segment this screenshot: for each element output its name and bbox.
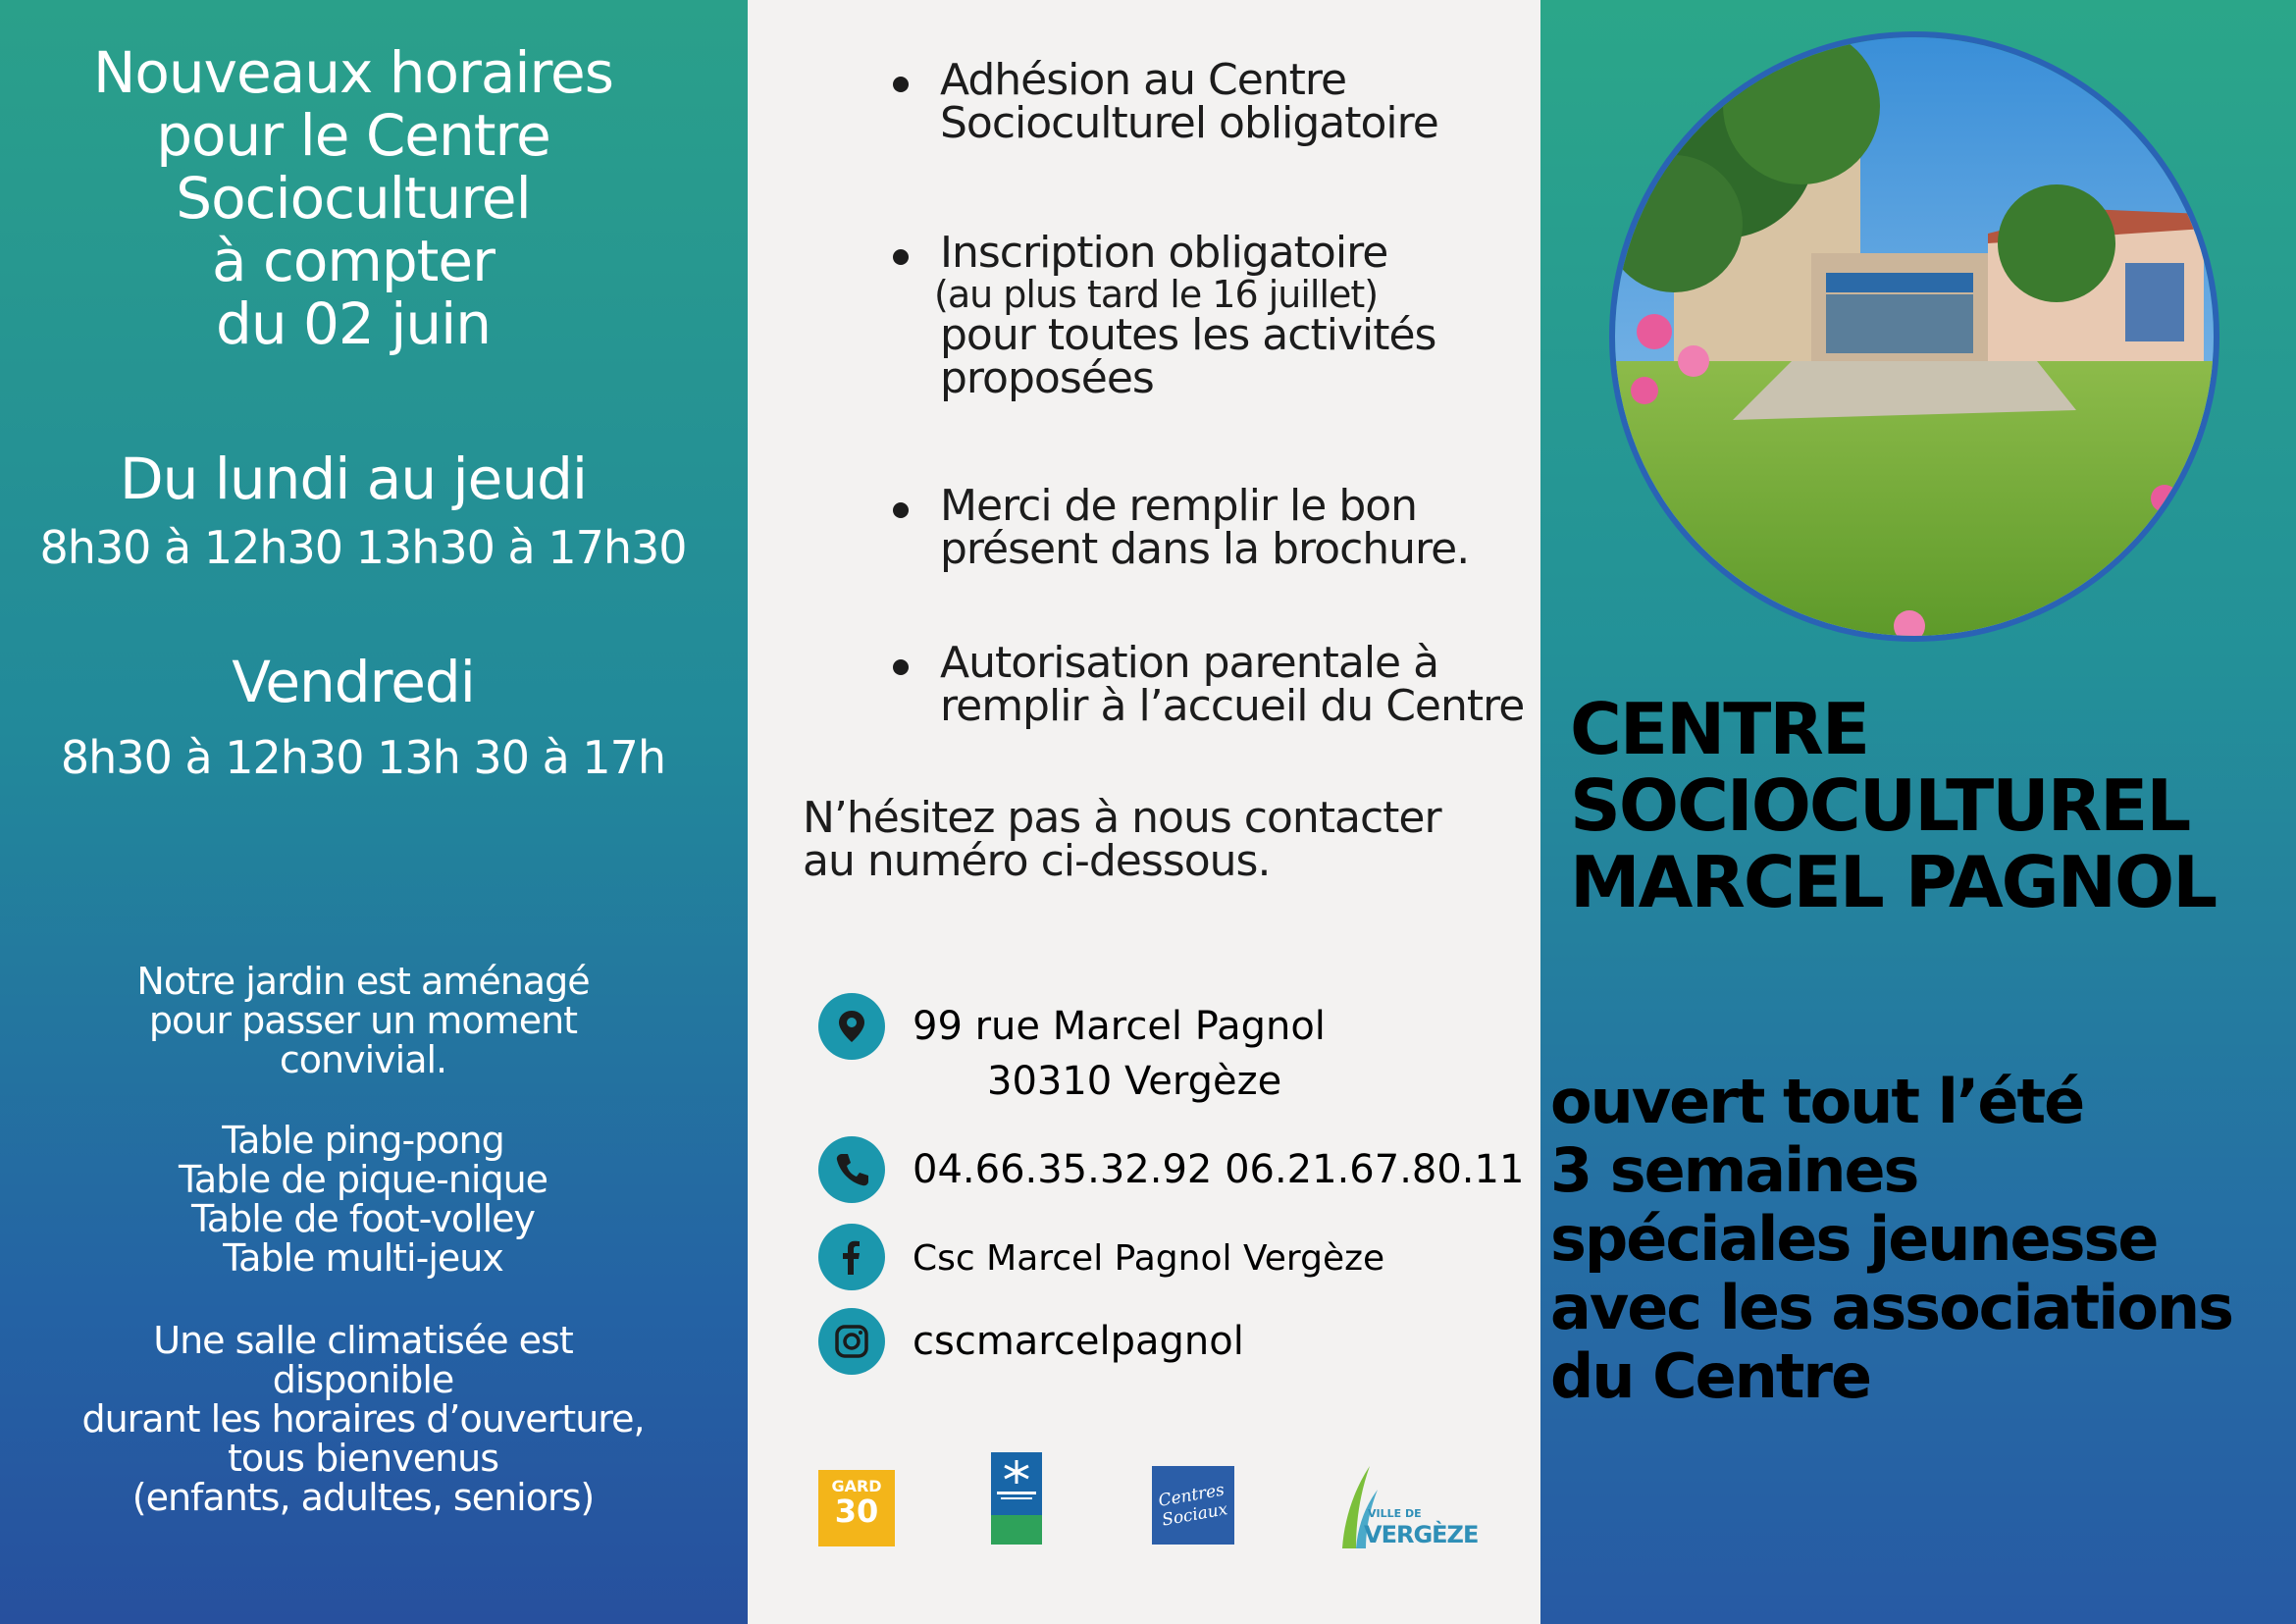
title-line: pour le Centre (156, 102, 550, 169)
title-line: du 02 juin (216, 290, 491, 357)
title-line: Nouveaux horaires (93, 39, 613, 106)
instagram-icon (818, 1308, 885, 1375)
room-line: durant les horaires d’ouverture, (81, 1397, 645, 1441)
gard-number: 30 (834, 1493, 879, 1530)
caf-logo (991, 1452, 1042, 1545)
caf-snowflake-icon (991, 1452, 1042, 1515)
garden-text (20, 962, 706, 1079)
list-item: Table de foot-volley (190, 1197, 536, 1240)
centre-building-photo (1609, 31, 2219, 642)
bullet-line: Socioculturel obligatoire (940, 98, 1438, 148)
list-item: Table ping-pong (222, 1119, 504, 1162)
bullet-line: (au plus tard le 16 juillet) (934, 273, 1379, 316)
bullet-line: Merci de remplir le bon (940, 481, 1418, 531)
contact-note (803, 793, 1509, 886)
title-line: Socioculturel (176, 165, 531, 232)
bullet-icon (893, 502, 909, 518)
air-conditioned-room-text (20, 1321, 706, 1517)
bullet-icon (893, 77, 909, 92)
location-pin-icon (818, 993, 885, 1060)
middle-panel (748, 0, 1540, 1624)
garden-line: pour passer un moment (148, 999, 578, 1042)
weekday-hours: 8h30 à 12h30 13h30 à 17h30 (39, 521, 687, 574)
bullet-line: pour toutes les activités (940, 310, 1436, 360)
bullet-line: remplir à l’accueil du Centre (940, 681, 1525, 731)
bullet-line: proposées (940, 353, 1154, 403)
centre-name-line: SOCIOCULTUREL (1570, 764, 2190, 847)
garden-line: convivial. (279, 1038, 447, 1081)
list-item: Table multi-jeux (223, 1236, 503, 1280)
friday-hours: 8h30 à 12h30 13h 30 à 17h (60, 731, 666, 784)
ville-de-vergeze-logo (1334, 1460, 1479, 1552)
room-line: disponible (272, 1358, 454, 1401)
centre-building-image (1615, 37, 2214, 636)
list-item: Table de pique-nique (178, 1158, 548, 1201)
address-line2: 30310 Vergèze (987, 1059, 1282, 1104)
centres-sociaux-label: Centres Sociaux (1157, 1480, 1229, 1531)
facebook-icon (818, 1224, 885, 1290)
contact-note-line: N’hésitez pas à nous contacter (803, 793, 1441, 843)
new-hours-title (39, 41, 667, 355)
bullet-line: Inscription obligatoire (940, 228, 1388, 278)
facebook-name: Csc Marcel Pagnol Vergèze (913, 1238, 1385, 1279)
bullet-line: Autorisation parentale à (940, 638, 1439, 688)
bullet-line: Adhésion au Centre (940, 55, 1347, 105)
summer-line: 3 semaines (1550, 1134, 1918, 1206)
friday-heading: Vendredi (232, 649, 475, 715)
room-line: (enfants, adultes, seniors) (131, 1476, 595, 1519)
gard-label: GARD (831, 1477, 882, 1495)
phone-numbers: 04.66.35.32.92 06.21.67.80.11 (913, 1147, 1525, 1192)
room-line: Une salle climatisée est (153, 1319, 573, 1362)
tables-list (20, 1121, 706, 1278)
summer-line: avec les associations (1550, 1272, 2233, 1343)
centre-name-heading (1570, 688, 2276, 923)
bullet-line: présent dans la brochure. (940, 524, 1470, 574)
address-line1: 99 rue Marcel Pagnol (913, 1004, 1326, 1049)
left-panel (0, 0, 748, 1624)
vergeze-label: VERGÈZE (1364, 1521, 1479, 1548)
centre-name-line: CENTRE (1570, 688, 1869, 770)
summer-line: du Centre (1550, 1340, 1871, 1412)
centres-sociaux-logo (1152, 1466, 1234, 1545)
instagram-handle: cscmarcelpagnol (913, 1319, 1244, 1364)
gard-department-logo (818, 1470, 895, 1546)
phone-icon (818, 1136, 885, 1203)
garden-line: Notre jardin est aménagé (136, 960, 590, 1003)
summer-opening-text (1550, 1068, 2286, 1411)
weekdays-heading: Du lundi au jeudi (119, 445, 588, 512)
summer-line: spéciales jeunesse (1550, 1203, 2158, 1275)
summer-line: ouvert tout l’été (1550, 1066, 2084, 1137)
ville-de-label: VILLE DE (1368, 1507, 1422, 1520)
centre-name-line: MARCEL PAGNOL (1570, 841, 2217, 923)
contact-note-line: au numéro ci-dessous. (803, 836, 1271, 886)
caf-green-band (991, 1515, 1042, 1545)
bullet-icon (893, 659, 909, 675)
title-line: à compter (212, 228, 495, 294)
bullet-icon (893, 249, 909, 265)
room-line: tous bienvenus (227, 1437, 499, 1480)
